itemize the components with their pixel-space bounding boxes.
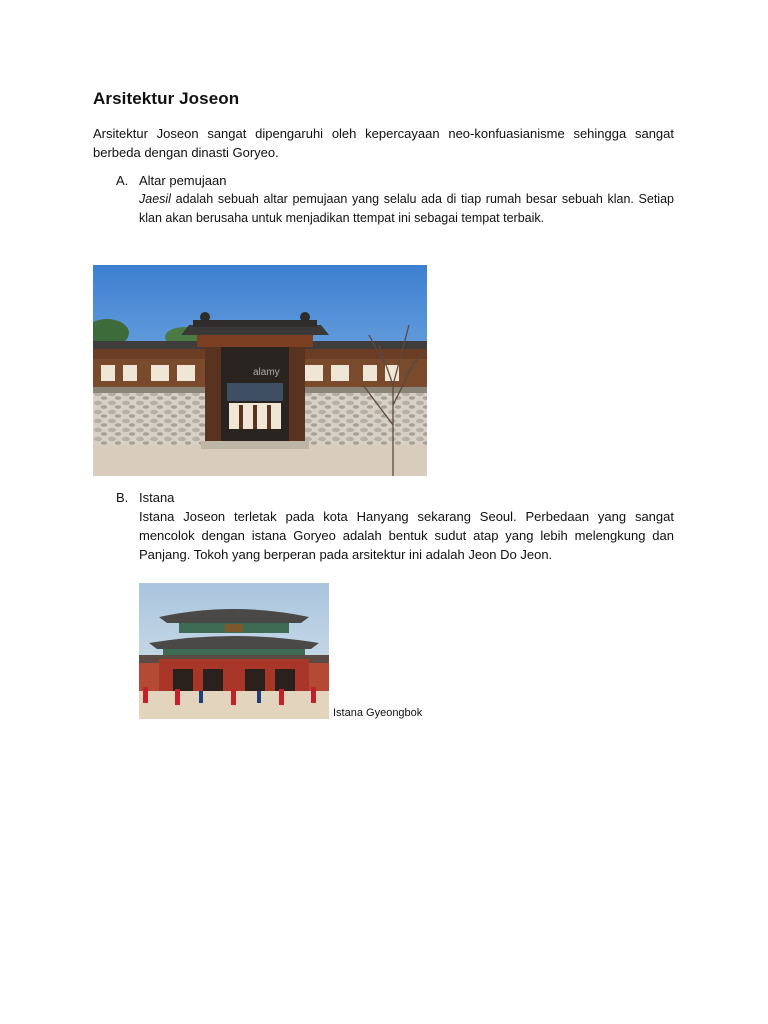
page-title: Arsitektur Joseon [93, 89, 240, 108]
gyeongbok-palace-photo [139, 583, 329, 719]
term-jaesil: Jaesil [139, 192, 171, 206]
list-body-altar [139, 190, 674, 227]
jaesil-gate-photo [93, 265, 427, 476]
altar-description: adalah sebuah altar pemujaan yang selalu ada di tiap rumah besar sebuah klan. Setiap klan akan berusaha untuk menjadikan ttempat ini sebagai tempat terbaik. [139, 192, 674, 225]
list-heading-istana: Istana [139, 490, 175, 505]
list-body-istana: Istana Joseon terletak pada kota Hanyang sekarang Seoul. Perbedaan yang sangat mencolok dengan istana Goryeo adalah bentuk sudut atap yang lebih melengkung dan Panjang. Tokoh yang berperan pada arsitektur ini adalah Jeon Do Jeon. [139, 509, 674, 562]
photo2-caption: Istana Gyeongbok [333, 707, 423, 719]
list-marker-a: A. [116, 173, 129, 188]
list-heading-altar: Altar pemujaan [139, 173, 227, 188]
intro-paragraph: Arsitektur Joseon sangat dipengaruhi oleh kepercayaan neo-konfuasianisme sehingga sangat berbeda dengan dinasti Goryeo. [93, 126, 674, 160]
alamy-watermark: alamy [253, 367, 280, 378]
list-marker-b: B. [116, 490, 129, 505]
